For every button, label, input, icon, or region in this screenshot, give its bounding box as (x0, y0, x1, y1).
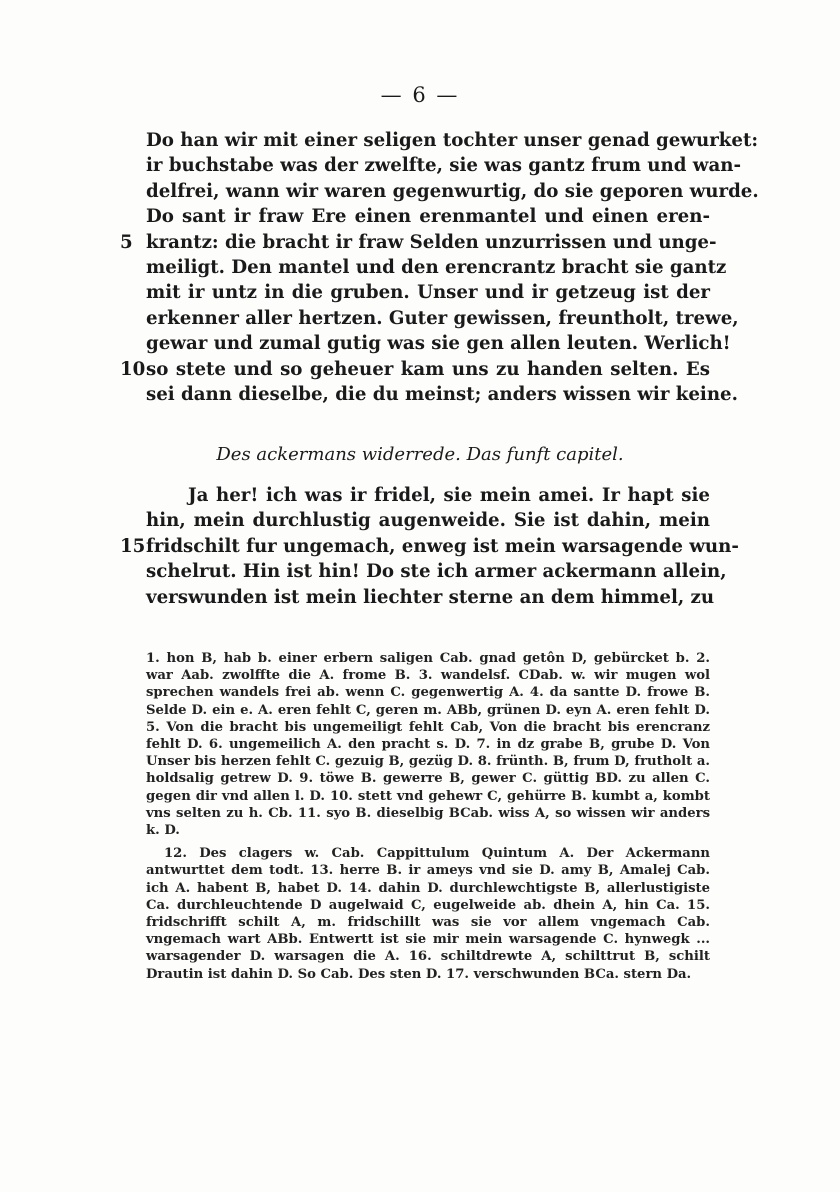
text-line (146, 204, 710, 229)
line-text: Do han wir mit einer seligen tochter unser genad gewurket: (146, 130, 759, 151)
line-text: schelrut. Hin ist hin! Do ste ich armer ackermann allein, (146, 561, 727, 583)
text-line (146, 280, 710, 305)
text-line (146, 128, 759, 153)
text-line (146, 255, 727, 280)
text-line (146, 559, 727, 584)
line-text: verswunden ist mein liechter sterne an dem himmel, zu (146, 586, 715, 608)
text-line (120, 534, 739, 559)
text-line (146, 382, 738, 407)
line-text: delfrei, wann wir waren gegenwurtig, do sie geporen wurde. (146, 180, 759, 202)
line-text: ir buchstabe was der zwelfte, sie was gantz frum und wan- (146, 155, 742, 177)
line-number: 15 (120, 535, 146, 557)
line-number: 5 (120, 231, 133, 253)
line-text: Do sant ir fraw Ere einen erenmantel und einen eren- (146, 206, 710, 228)
chapter-text-block (120, 483, 739, 610)
text-line (146, 508, 710, 533)
text-line (146, 179, 759, 204)
text-line (146, 306, 739, 331)
text-line (146, 483, 710, 508)
text-line (120, 230, 717, 255)
line-text: krantz: die bracht ir fraw Selden unzurrissen und unge- (146, 231, 717, 253)
line-text: meiligt. Den mantel und den erencrantz bracht sie gantz (146, 256, 727, 278)
main-text-block (120, 128, 759, 407)
page-number: — 6 — (380, 83, 460, 107)
apparatus-note: 12. Des clagers w. Cab. Cappittulum Quintum A. Der Ackermann antwurttet dem todt. 13. herre B. ir ameys vnd sie D. amy B, Amalej Cab. ich A. habent B, habet D. 14. dahin D. durchlewchtigste B, allerlustigiste Ca. durchleuchtende D augelwaid C, eugelweide ab. dhein A, hin Ca. 15. fridschrifft schilt A, m. fridschillt was sie vor allem vngemach Cab. vngemach wart ABb. Entwertt ist sie mir mein warsagende C. hynwegk ... warsagender D. warsagen die A. 16. schiltdrewte A, schilttrut B, schilt Drautin ist dahin D. So Cab. Des sten D. 17. verschwunden BCa. stern Da. (146, 846, 710, 982)
line-text: hin, mein durchlustig augenweide. Sie ist dahin, mein (146, 510, 710, 532)
line-number: 10 (120, 358, 146, 380)
chapter-heading: Des ackermans widerrede. Das funft capitel. (216, 444, 624, 465)
text-line (146, 153, 742, 178)
line-text: mit ir untz in die gruben. Unser und ir getzeug ist der (146, 282, 710, 304)
line-text: gewar und zumal gutig was sie gen allen leuten. Werlich! (146, 333, 731, 355)
text-line (120, 357, 710, 382)
line-text: sei dann dieselbe, die du meinst; anders wissen wir keine. (146, 383, 738, 405)
critical-apparatus (146, 650, 710, 983)
text-line (146, 585, 715, 610)
text-line (146, 331, 731, 356)
apparatus-note: 1. hon B, hab b. einer erbern saligen Cab. gnad getôn D, gebürcket b. 2. war Aab. zwolffte die A. frome B. 3. wandelsf. CDab. w. wir mugen wol sprechen wandels frei ab. wenn C. gegenwertig A. 4. da santte D. frowe B. Selde D. ein e. A. eren fehlt C, geren m. ABb, grünen D. eyn A. eren fehlt D. 5. Von die bracht bis ungemeiligt fehlt Cab, Von die bracht bis erencranz fehlt D. 6. ungemeilich A. den pracht s. D. 7. in dz grabe B, grube D. Von Unser bis herzen fehlt C. gezuig B, gezüg D. 8. frünth. B, frum D, frutholt a. holdsalig getrew D. 9. töwe B. gewerre B, gewer C. güttig BD. zu allen C. gegen dir vnd allen l. D. 10. stett vnd gehewr C, gehürre B. kumbt a, kombt vns selten zu h. Cb. 11. syo B. dieselbig BCab. wiss A, so wissen wir anders k. D. (146, 651, 710, 839)
line-text: so stete und so geheuer kam uns zu handen selten. Es (146, 358, 710, 380)
line-text: Ja her! ich was ir fridel, sie mein amei. Ir hapt sie (188, 485, 710, 506)
line-text: erkenner aller hertzen. Guter gewissen, freuntholt, trewe, (146, 307, 739, 329)
line-text: fridschilt fur ungemach, enweg ist mein warsagende wun- (146, 535, 739, 557)
